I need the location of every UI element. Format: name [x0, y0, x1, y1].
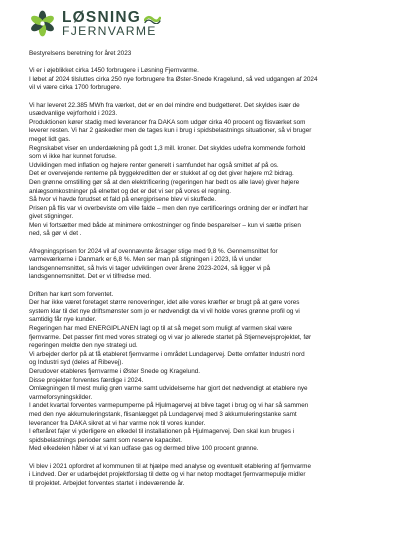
- text-line: system klar til det nye driftsmønster som jo er nødvendigt da vi vil holde vores grønne profil og vi: [29, 307, 300, 315]
- text-line: Derudover etableres fjernvarme i Øster Snede og Kragelund.: [29, 367, 201, 375]
- paragraph-gap: [29, 282, 374, 291]
- paragraph-block: [29, 67, 374, 93]
- brand-name-line2: FJERNVARME: [62, 24, 157, 38]
- paragraph-gap: [29, 93, 374, 102]
- flower-logo-icon: [29, 10, 56, 37]
- text-line: Vi blev i 2021 opfordret af kommunen til at hjælpe med analyse og eventuelt etablering af fjernvarme: [29, 462, 311, 470]
- text-line: med den nye akkumuleringstank, flisanlægget på Lundagervej med 3 akkumuleringstanke samt: [29, 410, 297, 418]
- text-line: Den grønne omstilling gør så at den elektrificering (regeringen har bedt os alle lave) giver højere: [29, 178, 300, 186]
- brand-name-line1: LØSNING: [62, 9, 142, 26]
- text-line: i Lindved. Der er udarbejdet projektforslag til dette og vi har netop modtaget fjernvarmepulje midler: [29, 471, 306, 479]
- paragraph-block: [29, 102, 374, 240]
- text-line: Men vi fortsætter med både at minimere omkostninger og finde besparelser – kun vi sætte prisen: [29, 221, 301, 229]
- text-line: landsgennemsnittet, så hvis vi tager udviklingen over årene 2023-2024, så ligger vi på: [29, 264, 271, 272]
- text-line: Der har ikke været foretaget større renoveringer, idet alle vores kræfter er brugt på at gøre vores: [29, 299, 300, 307]
- text-line: Udviklingen med inflation og højere renter generelt i samfundet har også smittet af på os.: [29, 161, 279, 169]
- document-title: Bestyrelsens beretning for året 2023: [29, 50, 132, 57]
- text-line: leverer resten. Vi har 2 gaskedler men de tages kun i brug i spidsbelastnings situationer, så vi bruger: [29, 127, 312, 135]
- text-line: I løbet af 2024 tilsluttes cirka 250 nye forbrugere fra Øster-Snede Kragelund, så ved udgangen af 2024: [29, 75, 318, 83]
- paragraph-gap: [29, 59, 374, 68]
- text-line: meget lidt gas.: [29, 135, 71, 143]
- text-line: I andet kvartal forventes varmepumperne på Hjulmagervej at blive taget i brug og vi har så sammen: [29, 402, 309, 410]
- text-line: til projektet. Arbejdet forventes startet i indeværende år.: [29, 479, 185, 487]
- text-line: Vi er i øjeblikket cirka 1450 forbrugere i Løsning Fjernvarme.: [29, 67, 199, 75]
- text-line: spidsbelastnings perioder samt som reserve kapacitet.: [29, 436, 183, 444]
- text-line: Driften har kørt som forventet.: [29, 290, 114, 298]
- wave-icon: [144, 14, 161, 24]
- text-line: Regnskabet viser en underdækning på godt 1,3 mill. kroner. Det skyldes udefra kommende forhold: [29, 144, 306, 152]
- text-line: Regeringen har med ENERGIPLANEN lagt op til at så meget som muligt af varmen skal være: [29, 325, 293, 332]
- text-line: og Industri syd (deles af Ribevej).: [29, 359, 124, 367]
- text-line: Omlægningen til mest mulig grøn varme samt udvidelserne har gjort det nødvendigt at etablere nye: [29, 385, 308, 393]
- text-line: usædvanlige vejrforhold i 2023.: [29, 110, 118, 118]
- text-line: leverancer fra DAKA sikret at vi har varme nok til vores kunder.: [29, 419, 206, 427]
- text-line: regeringen meldte den nye strategi ud.: [29, 342, 138, 350]
- paragraph-block: [29, 291, 374, 454]
- text-line: Vi arbejder derfor på at få etableret fjernvarme i området Lundagervej. Dette omfatter Industri nord: [29, 350, 305, 358]
- text-line: Produktionen kører stadig med leverancer fra DAKA som udgør cirka 40 procent og flisværket som: [29, 118, 306, 126]
- text-line: I efteråret fajer vi yderligere en elkedel til installationen på Hjulmagervej. Den skal kun bruges i: [29, 428, 295, 436]
- text-line: givet stigninger.: [29, 213, 74, 221]
- text-line: varmeforsyningskilder.: [29, 393, 93, 401]
- text-line: varmeværkerne i Danmark er 6,8 %. Men ser man på stigningen i 2023, lå vi under: [29, 256, 262, 264]
- paragraph-block: [29, 248, 374, 282]
- text-line: Så hvor vi havde forudset et fald på energiprisene blev vi skuffede.: [29, 196, 217, 204]
- text-line: Disse projekter forventes færdige i 2024.: [29, 376, 144, 384]
- text-line: som vi ikke har kunnet forudse.: [29, 153, 117, 161]
- text-line: ned, så gør vi det .: [29, 230, 82, 238]
- text-line: Prisen på flis var vi overbeviste om ville falde – men den nye certificerings ordning der er indført har: [29, 204, 309, 212]
- text-line: fjernvarme. Det passer fint med vores strategi og vi var jo allerede startet på Stjernevejsprojektet, før: [29, 333, 312, 341]
- text-line: Afregningsprisen for 2024 vil af ovennævnte årsager stige med 9,8 %. Gennemsnittet for: [29, 247, 278, 255]
- paragraph-gap: [29, 239, 374, 248]
- brand-wordmark: [62, 10, 192, 38]
- text-line: Det er overvejende renterne på byggekreditten der er stukket af og det giver højere m2 bidrag.: [29, 170, 294, 178]
- brand-logo: [29, 10, 179, 40]
- text-line: Vi har leveret 22.385 MWh fra værket, det er en del mindre end budgetteret. Det skyldes især de: [29, 101, 300, 109]
- text-line: anlægsomkostninger på elnettet og det er det vi ser på vores el regning.: [29, 187, 232, 195]
- paragraph-block: [29, 463, 374, 489]
- text-line: landsgennemsnittet. Det er vi tilfredse med.: [29, 273, 151, 281]
- paragraph-gap: [29, 454, 374, 463]
- text-line: Med elkedelen håber vi at vi kan udfase gas og dermed blive 100 procent grønne.: [29, 445, 259, 453]
- text-line: vil vi være cirka 1700 forbrugere.: [29, 84, 122, 92]
- report-body: [29, 50, 374, 488]
- text-line: samtidig får nye kunder.: [29, 316, 97, 324]
